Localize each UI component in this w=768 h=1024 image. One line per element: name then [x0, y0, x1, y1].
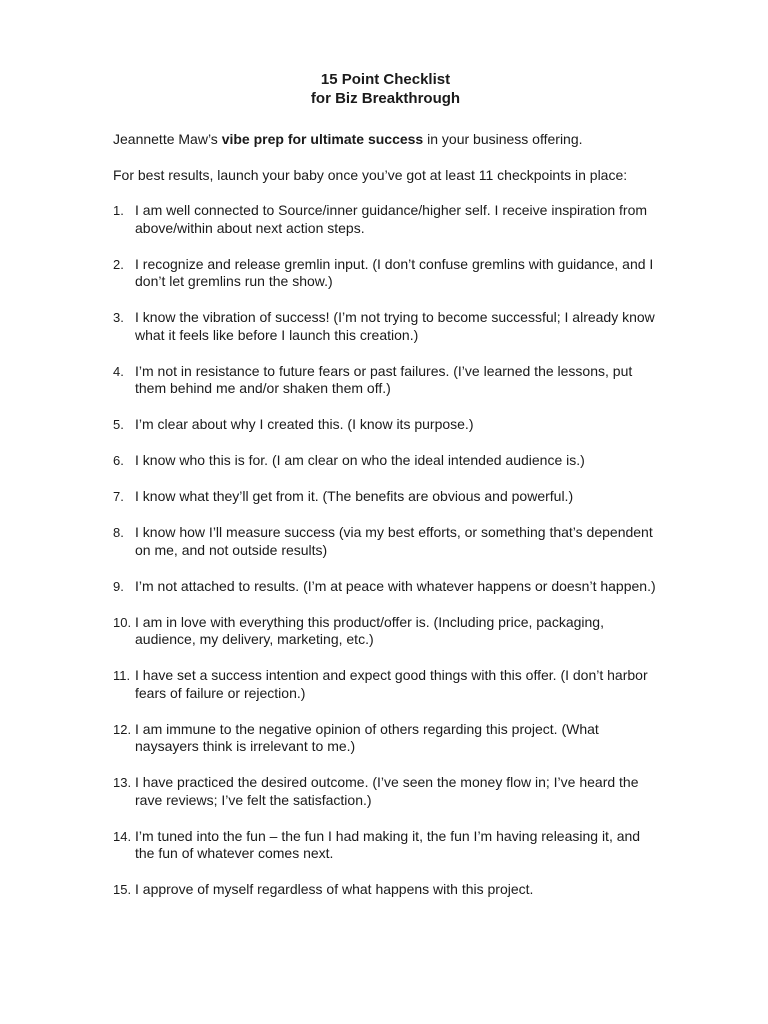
checklist-item-number: 15.	[113, 882, 132, 897]
checklist-item-number: 4.	[113, 363, 124, 379]
checklist-item-text: I know how I’ll measure success (via my best efforts, or something that’s dependent on me, and not outside results)	[135, 524, 653, 558]
checklist-item-text: I have set a success intention and expect good things with this offer. (I don’t harbor fears of failure or rejection.)	[135, 667, 648, 701]
intro-text-after: in your business offering.	[423, 131, 583, 147]
title-line-1: 15 Point Checklist	[320, 71, 451, 88]
intro-bold-phrase: vibe prep for ultimate success	[221, 131, 424, 147]
intro-text-before: Jeannette Maw’s	[113, 131, 222, 147]
checklist-item-text: I’m tuned into the fun – the fun I had making it, the fun I’m having releasing it, and the fun of whatever comes next.	[135, 827, 641, 861]
checklist-item	[113, 881, 658, 899]
checklist-item-number: 13.	[113, 775, 132, 790]
checklist-item-number: 11.	[113, 668, 131, 683]
checklist	[113, 202, 658, 899]
checklist-item-number: 1.	[113, 203, 124, 218]
checklist-item-text: I’m clear about why I created this. (I know its purpose.)	[135, 416, 474, 432]
checklist-item-number: 10.	[113, 614, 132, 630]
checklist-item-text: I am in love with everything this product/offer is. (Including price, packaging, audience, my delivery, marketing, etc.)	[135, 613, 604, 647]
checklist-item-text: I know the vibration of success! (I’m not trying to become successful; I already know what it feels like before I launch this creation.)	[135, 309, 655, 343]
checklist-item	[113, 452, 658, 470]
checklist-item	[113, 828, 658, 863]
checklist-item-text: I have practiced the desired outcome. (I’ve seen the money flow in; I’ve heard the rave reviews; I’ve felt the satisfaction.)	[135, 774, 639, 808]
checklist-item	[113, 202, 658, 237]
checklist-item-number: 6.	[113, 453, 124, 468]
lead-paragraph: For best results, launch your baby once you’ve got at least 11 checkpoints in place:	[113, 166, 628, 183]
checklist-item-text: I know who this is for. (I am clear on who the ideal intended audience is.)	[135, 452, 585, 468]
checklist-item-text: I am well connected to Source/inner guidance/higher self. I receive inspiration from above/within about next action steps.	[135, 202, 648, 236]
checklist-item	[113, 416, 658, 434]
checklist-item-number: 7.	[113, 489, 124, 504]
checklist-item	[113, 256, 658, 291]
checklist-item	[113, 524, 658, 559]
title-line-2: for Biz Breakthrough	[310, 90, 461, 107]
checklist-item	[113, 721, 658, 756]
checklist-item-text: I know what they’ll get from it. (The benefits are obvious and powerful.)	[135, 488, 574, 504]
checklist-item	[113, 614, 658, 649]
document-page	[113, 70, 658, 917]
checklist-item-text: I recognize and release gremlin input. (I don’t confuse gremlins with guidance, and I don’t let gremlins run the show.)	[135, 255, 654, 289]
checklist-item-number: 12.	[113, 721, 132, 737]
checklist-item	[113, 774, 658, 809]
checklist-item	[113, 667, 658, 702]
checklist-item-number: 2.	[113, 256, 124, 272]
intro-paragraph	[113, 131, 658, 149]
document-title	[113, 70, 658, 108]
checklist-item-text: I am immune to the negative opinion of others regarding this project. (What naysayers think is irrelevant to me.)	[135, 720, 599, 754]
checklist-item-number: 5.	[113, 417, 124, 432]
checklist-item	[113, 488, 658, 506]
checklist-item-number: 14.	[113, 828, 132, 844]
checklist-item-number: 9.	[113, 578, 124, 594]
checklist-item	[113, 309, 658, 344]
checklist-item-number: 8.	[113, 525, 124, 540]
checklist-item-text: I’m not attached to results. (I’m at peace with whatever happens or doesn’t happen.)	[135, 577, 656, 594]
checklist-item-number: 3.	[113, 310, 124, 325]
checklist-item	[113, 363, 658, 398]
checklist-item-text: I’m not in resistance to future fears or past failures. (I’ve learned the lessons, put them behind me and/or shaken them off.)	[135, 362, 633, 396]
checklist-item-text: I approve of myself regardless of what happens with this project.	[135, 881, 534, 897]
checklist-item	[113, 578, 658, 596]
